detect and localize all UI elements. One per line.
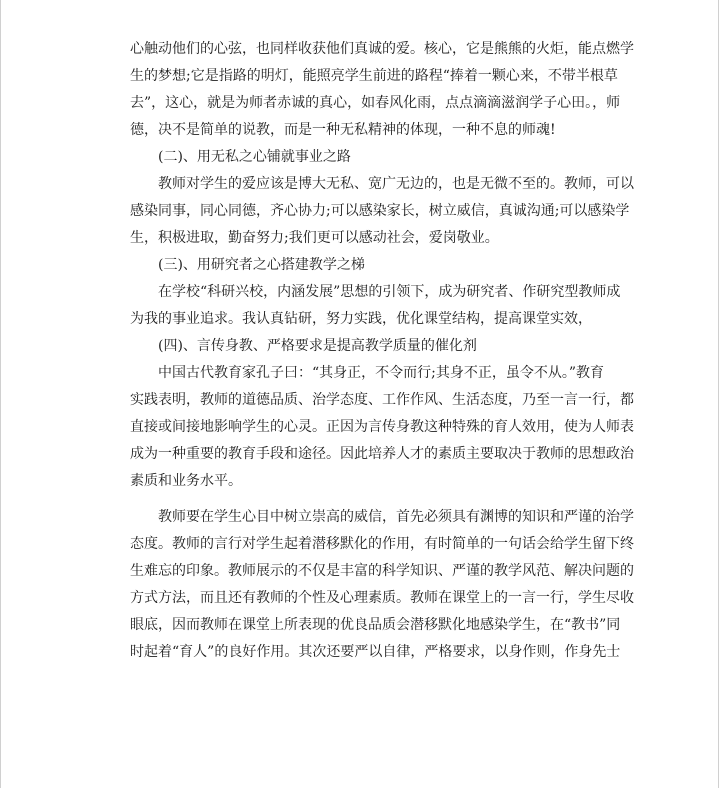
text-line: 感染同事，同心同德，齐心协力;可以感染家长，树立威信，真诚沟通;可以感染学 [130, 203, 630, 219]
heading-text: (三)、用研究者之心搭建教学之梯 [158, 257, 365, 273]
paragraph [130, 171, 634, 252]
text-line: 生难忘的印象。教师展示的不仅是丰富的科学知识、严谨的教学风范、解决问题的 [130, 563, 634, 579]
text-line: 生，积极进取，勤奋努力;我们更可以感动社会，爱岗敬业。 [130, 230, 499, 246]
paragraph-spacer [130, 495, 596, 504]
text-line: 时起着“育人”的良好作用。其次还要严以自律，严格要求，以身作则，作身先士 [130, 644, 621, 660]
text-line: 在学校“科研兴校，内涵发展”思想的引领下，成为研究者、作研究型教师成 [158, 284, 621, 300]
paragraph [130, 504, 634, 666]
text-line: 成为一种重要的教育手段和途径。因此培养人才的素质主要取决于教师的思想政治 [130, 446, 634, 462]
text-line: 中国古代教育家孔子曰：“其身正，不令而行;其身不正，虽令不从。”教育 [158, 365, 605, 381]
heading-text: (二)、用无私之心铺就事业之路 [158, 149, 351, 165]
text-line: 方式方法，而且还有教师的个性及心理素质。教师在课堂上的一言一行，学生尽收 [130, 590, 634, 606]
text-line: 为我的事业追求。我认真钻研，努力实践，优化课堂结构，提高课堂实效， [130, 311, 592, 327]
text-line: 眼底，因而教师在课堂上所表现的优良品质会潜移默化地感染学生，在“教书”同 [130, 617, 621, 633]
paragraph [130, 36, 634, 144]
text-line: 素质和业务水平。 [130, 473, 242, 489]
paragraph [130, 279, 621, 333]
section-heading [130, 144, 596, 171]
text-line: 直接或间接地影响学生的心灵。正因为言传身教这种特殊的育人效用，使为人师表 [130, 419, 634, 435]
text-line: 教师对学生的爱应该是博大无私、宽广无边的，也是无微不至的。教师，可以 [158, 176, 634, 192]
text-line: 实践表明，教师的道德品质、治学态度、工作作风、生活态度，乃至一言一行，都 [130, 392, 634, 408]
text-line: 教师要在学生心目中树立崇高的威信，首先必须具有渊博的知识和严谨的治学 [158, 509, 634, 525]
document-body [130, 36, 634, 666]
text-line: 态度。教师的言行对学生起着潜移默化的作用，有时简单的一句话会给学生留下终 [130, 536, 634, 552]
text-line: 生的梦想;它是指路的明灯，能照亮学生前进的路程“捧着一颗心来，不带半根草 [130, 68, 618, 84]
section-heading [130, 252, 596, 279]
text-line: 德，决不是简单的说教，而是一种无私精神的体现，一种不息的师魂! [130, 122, 556, 138]
section-heading [130, 333, 596, 360]
paragraph [130, 360, 634, 495]
heading-text: (四)、言传身教、严格要求是提高教学质量的催化剂 [158, 338, 477, 354]
text-line: 心触动他们的心弦，也同样收获他们真诚的爱。核心，它是熊熊的火炬，能点燃学 [130, 41, 634, 57]
text-line: 去”，这心，就是为师者赤诚的真心，如春风化雨，点点滴滴滋润学子心田。，师 [130, 95, 621, 111]
